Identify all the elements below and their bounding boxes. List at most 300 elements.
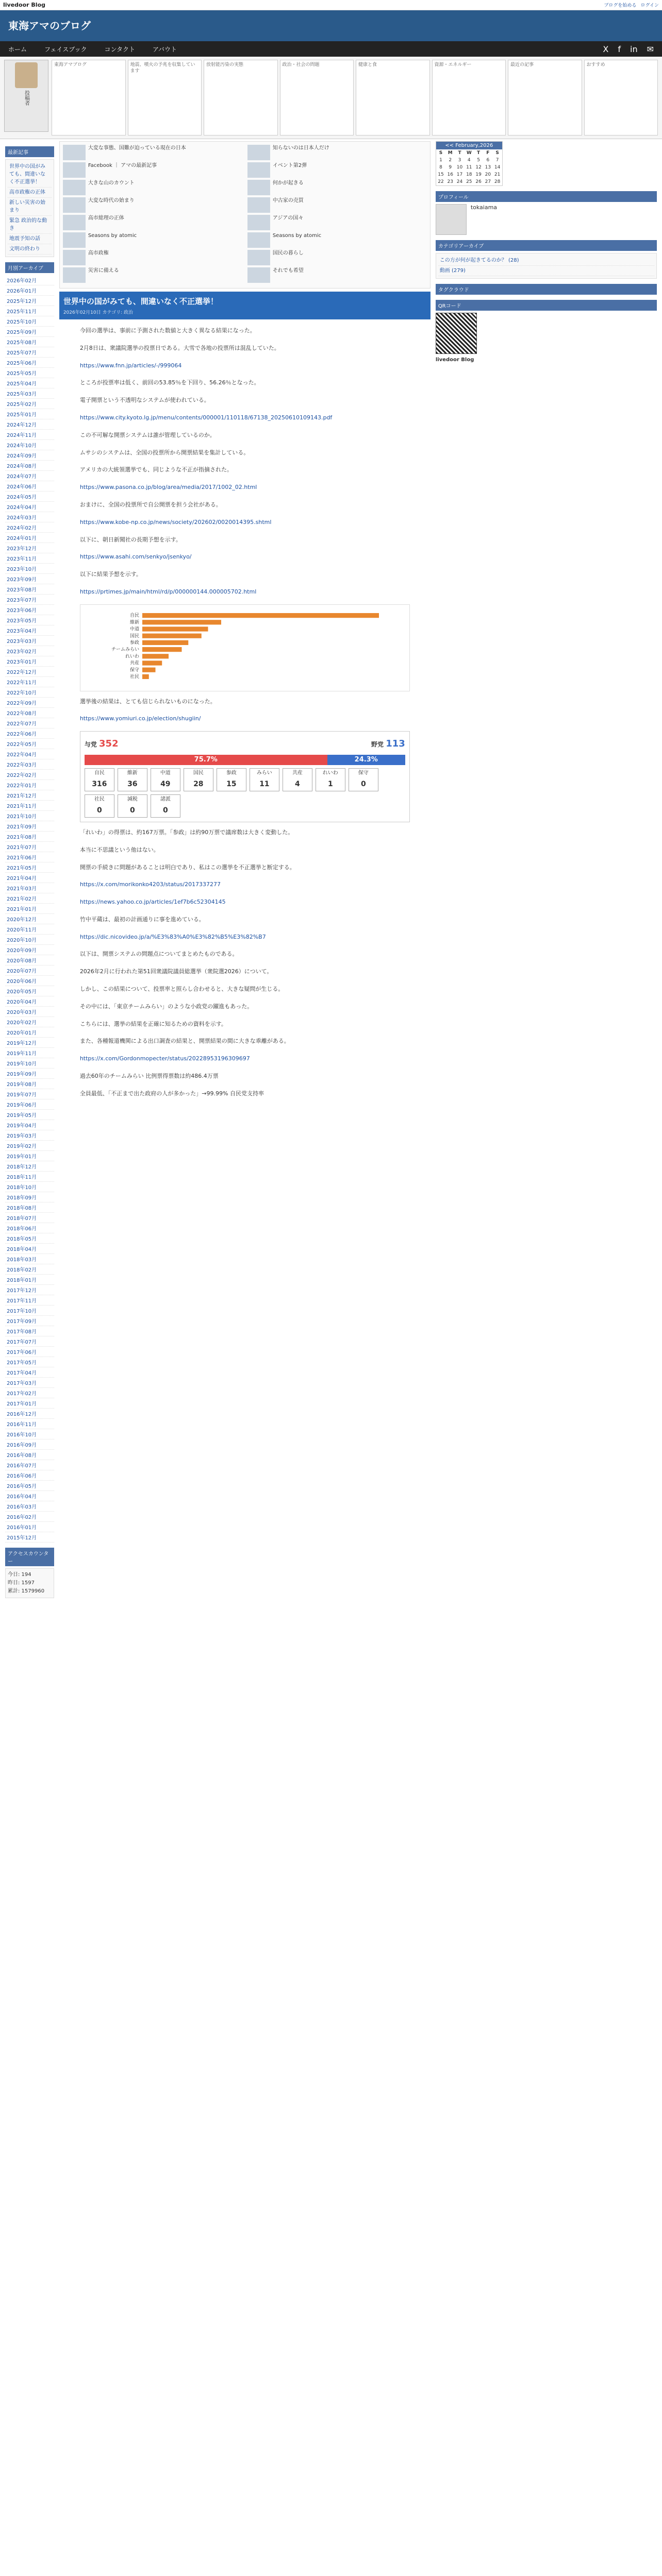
- category-item[interactable]: この方が何が起きてるのか？ (28): [438, 256, 654, 266]
- calendar-day[interactable]: 21: [494, 172, 501, 177]
- post-link[interactable]: https://www.kobe-np.co.jp/news/society/202602/0020014395.shtml: [79, 518, 272, 526]
- mail-icon[interactable]: ✉: [647, 44, 654, 54]
- party-result: [118, 794, 147, 818]
- calendar-day[interactable]: 23: [447, 179, 453, 184]
- archive-item[interactable]: 2023年04月: [5, 625, 54, 636]
- party-name: 保守: [358, 770, 369, 776]
- calendar-day[interactable]: 28: [494, 179, 501, 184]
- x-icon[interactable]: X: [603, 44, 609, 54]
- result-box: [80, 731, 410, 822]
- related-item[interactable]: [63, 180, 242, 195]
- post-paragraph: 「れいわ」の得票は、約167万票。「参政」は約90万票で議席数は大きく変動した。: [79, 828, 294, 836]
- recent-item[interactable]: 新しい災害の始まり: [8, 198, 52, 216]
- related-title: 災害に備える: [88, 268, 119, 274]
- archive-item[interactable]: 2018年07月: [5, 1213, 54, 1223]
- archive-item[interactable]: 2025年04月: [5, 378, 54, 388]
- calendar-day[interactable]: 17: [456, 172, 463, 177]
- archive-item[interactable]: 2016年08月: [5, 1450, 54, 1460]
- post-link[interactable]: https://www.yomiuri.co.jp/election/shugiin/: [79, 715, 201, 722]
- chart-bar: [142, 613, 379, 618]
- related-item[interactable]: [247, 215, 427, 230]
- banner-box[interactable]: 健康と食: [356, 60, 430, 135]
- related-item[interactable]: [63, 197, 242, 213]
- calendar-weekday: W: [466, 150, 472, 156]
- archive-item[interactable]: 2017年07月: [5, 1336, 54, 1347]
- archive-item[interactable]: 2025年12月: [5, 296, 54, 306]
- archive-item[interactable]: 2018年09月: [5, 1192, 54, 1202]
- right-sidebar: [436, 141, 657, 1598]
- archive-item[interactable]: 2022年12月: [5, 667, 54, 677]
- archive-item[interactable]: 2024年01月: [5, 533, 54, 543]
- related-thumbnail: [247, 250, 270, 265]
- category-item[interactable]: 動画 (279): [438, 266, 654, 276]
- related-item[interactable]: [63, 162, 242, 178]
- calendar-day[interactable]: 9: [449, 165, 452, 170]
- post-link[interactable]: https://www.asahi.com/senkyo/jsenkyo/: [79, 553, 192, 561]
- archive-item[interactable]: 2023年01月: [5, 656, 54, 667]
- archive-item[interactable]: 2019年09月: [5, 1069, 54, 1079]
- related-item[interactable]: [63, 145, 242, 160]
- related-item[interactable]: [63, 215, 242, 230]
- archive-item[interactable]: 2022年07月: [5, 718, 54, 728]
- related-item[interactable]: [247, 197, 427, 213]
- archive-item[interactable]: 2020年11月: [5, 924, 54, 935]
- archive-item[interactable]: 2017年08月: [5, 1326, 54, 1336]
- archive-item[interactable]: 2020年09月: [5, 945, 54, 955]
- archive-item[interactable]: 2024年06月: [5, 481, 54, 492]
- archive-item[interactable]: 2016年02月: [5, 1512, 54, 1522]
- archive-item[interactable]: 2022年02月: [5, 770, 54, 780]
- related-title: 高市政権: [88, 250, 109, 256]
- calendar-day[interactable]: 20: [485, 172, 491, 177]
- related-item[interactable]: [63, 267, 242, 283]
- calendar-day[interactable]: 10: [456, 165, 463, 170]
- recent-heading: 最新記事: [5, 146, 54, 157]
- archive-item[interactable]: 2021年09月: [5, 821, 54, 832]
- nav-contact[interactable]: コンタクト: [104, 45, 135, 53]
- archive-item[interactable]: 2019年07月: [5, 1089, 54, 1099]
- banner: [0, 57, 662, 139]
- party-seats: 28: [193, 779, 204, 788]
- archive-item[interactable]: 2024年12月: [5, 419, 54, 430]
- calendar-day[interactable]: 3: [458, 158, 461, 163]
- post-paragraphs-b: [80, 697, 410, 724]
- archive-item[interactable]: 2020年02月: [5, 1017, 54, 1027]
- archive-item[interactable]: 2023年11月: [5, 553, 54, 564]
- facebook-icon[interactable]: f: [618, 44, 621, 54]
- archive-item[interactable]: 2024年10月: [5, 440, 54, 450]
- archive-item[interactable]: 2018年05月: [5, 1233, 54, 1244]
- nav-home[interactable]: ホーム: [8, 45, 27, 53]
- ruling-label: 与党: [84, 741, 97, 749]
- archive-item[interactable]: 2021年10月: [5, 811, 54, 821]
- archive-item[interactable]: 2020年01月: [5, 1027, 54, 1038]
- result-head: [85, 736, 405, 752]
- nav-about[interactable]: アバウト: [153, 45, 177, 53]
- archive-item[interactable]: 2021年12月: [5, 790, 54, 801]
- post-link[interactable]: https://www.pasona.co.jp/blog/area/media/2017/1002_02.html: [79, 484, 257, 491]
- post-paragraph: おまけに、全国の投票所で自公開票を担う会社がある。: [79, 501, 222, 508]
- archive-item[interactable]: 2020年03月: [5, 1007, 54, 1017]
- archive-item[interactable]: 2019年03月: [5, 1130, 54, 1141]
- archive-item[interactable]: 2017年01月: [5, 1398, 54, 1409]
- archive-item[interactable]: 2019年08月: [5, 1079, 54, 1089]
- archive-item[interactable]: 2025年09月: [5, 327, 54, 337]
- party-result: [217, 768, 246, 791]
- banner-box[interactable]: 最近の記事: [508, 60, 582, 135]
- archive-item[interactable]: 2026年02月: [5, 275, 54, 285]
- archive-item[interactable]: 2020年10月: [5, 935, 54, 945]
- archive-item[interactable]: 2016年06月: [5, 1470, 54, 1481]
- party-name: れいわ: [322, 770, 338, 776]
- calendar-day[interactable]: 11: [466, 165, 472, 170]
- topbar: [0, 0, 662, 10]
- blog-title[interactable]: 東海アマのブログ: [8, 21, 91, 32]
- start-blog-link[interactable]: ブログを始める: [604, 3, 637, 8]
- post-paragraph: また、各種報道機関による出口調査の結果と、開票結果の間に大きな乖離がある。: [79, 1038, 290, 1045]
- archive-item[interactable]: 2019年11月: [5, 1048, 54, 1058]
- archive-item[interactable]: 2017年04月: [5, 1367, 54, 1378]
- related-title: イベント第2弾: [272, 163, 307, 168]
- calendar-weekday: T: [458, 150, 461, 156]
- opposition-label: 野党: [371, 741, 384, 749]
- archive-item[interactable]: 2020年12月: [5, 914, 54, 924]
- post-paragraph: こちらには、選挙の結果を正確に知るための資料を示す。: [79, 1020, 227, 1027]
- archive-item[interactable]: 2019年06月: [5, 1099, 54, 1110]
- recent-item[interactable]: 緊急 政治的な動き: [8, 216, 52, 234]
- calendar-day[interactable]: 18: [466, 172, 472, 177]
- archive-item[interactable]: 2017年10月: [5, 1306, 54, 1316]
- party-result: [85, 794, 114, 818]
- post-link[interactable]: https://x.com/morikonko4203/status/2017337277: [79, 881, 221, 888]
- calendar-day[interactable]: 24: [456, 179, 463, 184]
- archive-item[interactable]: 2017年03月: [5, 1378, 54, 1388]
- related-title: Seasons by atomic: [88, 233, 137, 239]
- banner-box[interactable]: 政治・社会の問題: [280, 60, 354, 135]
- party-result: [85, 768, 114, 791]
- archive-item[interactable]: 2016年12月: [5, 1409, 54, 1419]
- related-title: Facebook ｜ アマの最新記事: [88, 163, 157, 168]
- party-name: みらい: [256, 770, 272, 776]
- related-title: 国民の暮らし: [272, 250, 304, 256]
- archive-item[interactable]: 2025年03月: [5, 388, 54, 399]
- archive-item[interactable]: 2018年08月: [5, 1202, 54, 1213]
- party-seats: 49: [160, 779, 171, 788]
- archive-item[interactable]: 2025年02月: [5, 399, 54, 409]
- archive-item[interactable]: 2018年01月: [5, 1275, 54, 1285]
- party-grid: [85, 768, 405, 818]
- archive-item[interactable]: 2025年07月: [5, 347, 54, 358]
- post-paragraph: 選挙後の結果は、とても信じられないものになった。: [79, 698, 216, 705]
- archive-item[interactable]: 2023年05月: [5, 615, 54, 625]
- related-title: 大きな山のカウント: [88, 180, 135, 186]
- party-seats: 0: [360, 779, 366, 788]
- related-title: それでも希望: [272, 268, 304, 274]
- related-item[interactable]: [247, 267, 427, 283]
- archive-item[interactable]: 2024年05月: [5, 492, 54, 502]
- calendar-day[interactable]: 2: [449, 158, 452, 163]
- archive-item[interactable]: 2021年06月: [5, 852, 54, 862]
- post-link[interactable]: https://dic.nicovideo.jp/a/%E3%83%A0%E3%82%B5%E3%82%B7: [79, 933, 266, 940]
- archive-item[interactable]: 2018年04月: [5, 1244, 54, 1254]
- left-sidebar: [5, 141, 54, 1598]
- archive-item[interactable]: 2025年11月: [5, 306, 54, 316]
- archive-item[interactable]: 2022年06月: [5, 728, 54, 739]
- banner-box[interactable]: おすすめ: [584, 60, 658, 135]
- archive-item[interactable]: 2020年04月: [5, 996, 54, 1007]
- related-item[interactable]: [247, 145, 427, 160]
- calendar-day[interactable]: 5: [477, 158, 480, 163]
- recent-item[interactable]: 高市政権の正体: [8, 188, 52, 198]
- calendar-day[interactable]: 25: [466, 179, 472, 184]
- related-title: アジアの国々: [272, 215, 304, 221]
- related-item[interactable]: [247, 232, 427, 248]
- tag-heading: タグクラウド: [436, 284, 657, 295]
- post-paragraph: しかし、この結果について、投票率と照らし合わせると、大きな疑問が生じる。: [79, 986, 284, 993]
- party-seats: 36: [127, 779, 138, 788]
- post-paragraph: ムサシのシステムは、全国の投票所から開票結果を集計している。: [79, 449, 250, 456]
- archive-item[interactable]: 2018年03月: [5, 1254, 54, 1264]
- archive-item[interactable]: 2018年06月: [5, 1223, 54, 1233]
- archive-item[interactable]: 2023年10月: [5, 564, 54, 574]
- archive-item[interactable]: 2023年12月: [5, 543, 54, 553]
- recent-item[interactable]: 文明の終わり: [8, 244, 52, 255]
- archive-item[interactable]: 2017年09月: [5, 1316, 54, 1326]
- archive-item[interactable]: 2022年03月: [5, 759, 54, 770]
- archive-item[interactable]: 2018年11月: [5, 1172, 54, 1182]
- archive-item[interactable]: 2019年12月: [5, 1038, 54, 1048]
- archive-item[interactable]: 2025年05月: [5, 368, 54, 378]
- archive-list: [5, 275, 54, 1543]
- archive-item[interactable]: 2017年06月: [5, 1347, 54, 1357]
- login-link[interactable]: ログイン: [640, 3, 659, 8]
- archive-item[interactable]: 2019年05月: [5, 1110, 54, 1120]
- archive-item[interactable]: 2025年01月: [5, 409, 54, 419]
- chart-bar: [142, 667, 156, 672]
- post-paragraph: 電子開票という不透明なシステムが使われている。: [79, 397, 210, 404]
- chart-category-label: 中道: [129, 626, 139, 632]
- archive-item[interactable]: 2017年05月: [5, 1357, 54, 1367]
- archive-item[interactable]: 2021年02月: [5, 893, 54, 904]
- related-item[interactable]: [63, 232, 242, 248]
- archive-item[interactable]: 2016年10月: [5, 1429, 54, 1439]
- profile-image[interactable]: [436, 204, 467, 235]
- archive-item[interactable]: 2019年02月: [5, 1141, 54, 1151]
- post-body: [59, 319, 431, 1112]
- counter-heading: アクセスカウンター: [5, 1548, 54, 1566]
- chart-bar: [142, 633, 202, 638]
- archive-item[interactable]: 2024年02月: [5, 522, 54, 533]
- archive-item[interactable]: 2023年02月: [5, 646, 54, 656]
- archive-item[interactable]: 2019年04月: [5, 1120, 54, 1130]
- calendar-day[interactable]: 19: [475, 172, 482, 177]
- related-item[interactable]: [247, 250, 427, 265]
- archive-item[interactable]: 2020年05月: [5, 986, 54, 996]
- linkedin-icon[interactable]: in: [630, 44, 638, 54]
- archive-item[interactable]: 2016年05月: [5, 1481, 54, 1491]
- chart-bar: [142, 674, 149, 679]
- related-thumbnail: [63, 145, 86, 160]
- calendar-weekday: S: [495, 150, 499, 156]
- post-paragraphs-a: [80, 326, 410, 597]
- post-paragraph: 竹中平蔵は、最初の計画通りに事を進めている。: [79, 916, 205, 923]
- archive-item[interactable]: 2021年07月: [5, 842, 54, 852]
- archive-item[interactable]: 2023年06月: [5, 605, 54, 615]
- archive-item[interactable]: 2017年11月: [5, 1295, 54, 1306]
- calendar-day[interactable]: 22: [438, 179, 444, 184]
- related-item[interactable]: [247, 180, 427, 195]
- footer-logo[interactable]: livedoor Blog: [435, 357, 474, 363]
- archive-item[interactable]: 2026年01月: [5, 285, 54, 296]
- archive-item[interactable]: 2016年04月: [5, 1491, 54, 1501]
- post-paragraph: 本当に不思議という他はない。: [79, 846, 159, 853]
- banner-box[interactable]: 放射能汚染の実態: [204, 60, 278, 135]
- archive-item[interactable]: 2025年08月: [5, 337, 54, 347]
- party-seats: 0: [129, 806, 135, 815]
- archive-item[interactable]: 2020年08月: [5, 955, 54, 965]
- chart-bar: [142, 660, 162, 665]
- archive-item[interactable]: 2016年11月: [5, 1419, 54, 1429]
- party-seats: 15: [226, 779, 237, 788]
- archive-item[interactable]: 2018年12月: [5, 1161, 54, 1172]
- post-paragraph: 以下に結果予想を示す。: [79, 571, 142, 578]
- party-seats: 11: [259, 779, 270, 788]
- related-item[interactable]: [63, 250, 242, 265]
- profile-name[interactable]: tokaiama: [470, 204, 498, 211]
- recent-item[interactable]: 世界中の国がみても、間違いなく不正選挙！: [8, 162, 52, 188]
- calendar-header[interactable]: << February,2026: [436, 142, 502, 149]
- banner-box[interactable]: 地震、噴火の予兆を収集しています: [128, 60, 202, 135]
- party-name: 維新: [127, 770, 138, 776]
- calendar-day[interactable]: 6: [486, 158, 490, 163]
- main-content: [59, 141, 431, 1598]
- archive-item[interactable]: 2024年09月: [5, 450, 54, 461]
- opposition-seats: 113: [386, 738, 405, 750]
- archive-item[interactable]: 2024年03月: [5, 512, 54, 522]
- archive-item[interactable]: 2016年09月: [5, 1439, 54, 1450]
- archive-item[interactable]: 2024年11月: [5, 430, 54, 440]
- post-link[interactable]: https://www.fnn.jp/articles/-/999064: [79, 362, 182, 369]
- archive-item[interactable]: 2025年06月: [5, 358, 54, 368]
- archive-item[interactable]: 2025年10月: [5, 316, 54, 327]
- archive-item[interactable]: 2024年08月: [5, 461, 54, 471]
- party-result: [316, 768, 345, 791]
- archive-item[interactable]: 2021年04月: [5, 873, 54, 883]
- archive-item[interactable]: 2024年04月: [5, 502, 54, 512]
- chart-category-label: 保守: [129, 667, 139, 673]
- livedoor-logo[interactable]: livedoor Blog: [3, 2, 46, 8]
- post-link[interactable]: https://www.city.kyoto.lg.jp/menu/contents/000001/110118/67138_20250610109143.pdf: [79, 414, 333, 421]
- post-paragraph: 以下に、朝日新聞社の長期予想を示す。: [79, 536, 181, 543]
- calendar-day[interactable]: 12: [475, 165, 482, 170]
- archive-item[interactable]: 2023年07月: [5, 595, 54, 605]
- archive-item[interactable]: 2023年03月: [5, 636, 54, 646]
- calendar-day[interactable]: 13: [485, 165, 491, 170]
- calendar-day[interactable]: 16: [447, 172, 453, 177]
- ruling-share: 75.7%: [85, 755, 327, 765]
- calendar-day[interactable]: 26: [475, 179, 482, 184]
- calendar-day[interactable]: 27: [485, 179, 491, 184]
- archive-item[interactable]: 2019年10月: [5, 1058, 54, 1069]
- related-item[interactable]: [247, 162, 427, 178]
- archive-item[interactable]: 2022年10月: [5, 687, 54, 698]
- archive-item[interactable]: 2017年02月: [5, 1388, 54, 1398]
- archive-item[interactable]: 2021年03月: [5, 883, 54, 893]
- archive-item[interactable]: 2022年01月: [5, 780, 54, 790]
- party-name: 参政: [226, 770, 237, 776]
- post-link[interactable]: https://prtimes.jp/main/html/rd/p/000000144.000005702.html: [79, 588, 257, 595]
- archive-item[interactable]: 2018年02月: [5, 1264, 54, 1275]
- banner-boxes: [52, 60, 658, 135]
- archive-item[interactable]: 2017年12月: [5, 1285, 54, 1295]
- calendar-day[interactable]: 1: [439, 158, 442, 163]
- archive-item[interactable]: 2016年03月: [5, 1501, 54, 1512]
- calendar-day[interactable]: 7: [495, 158, 499, 163]
- chart-category-label: 自民: [129, 613, 139, 618]
- archive-item[interactable]: 2021年01月: [5, 904, 54, 914]
- archive-item[interactable]: 2022年11月: [5, 677, 54, 687]
- archive-item[interactable]: 2021年05月: [5, 862, 54, 873]
- party-seats: 0: [96, 806, 102, 815]
- related-thumbnail: [63, 215, 86, 230]
- author-label: 投稿者: [23, 90, 29, 106]
- related-title: 大変な事態、国難が迫っている現在の日本: [88, 145, 186, 151]
- banner-box[interactable]: 資源・エネルギー: [432, 60, 506, 135]
- post-paragraph: ところが投票率は低く、前回の53.85％を下回り、56.26％となった。: [79, 379, 260, 386]
- archive-item[interactable]: 2018年10月: [5, 1182, 54, 1192]
- archive-item[interactable]: 2022年09月: [5, 698, 54, 708]
- recent-item[interactable]: 地震予知の話: [8, 234, 52, 244]
- calendar-weekday: S: [439, 150, 443, 156]
- post-paragraph: 2月8日は、衆議院選挙の投票日である。大雪で各地の投票所は混乱していた。: [79, 344, 280, 351]
- archive-item[interactable]: 2023年09月: [5, 574, 54, 584]
- avatar: [15, 62, 38, 88]
- related-thumbnail: [247, 180, 270, 195]
- party-seats: 4: [294, 779, 300, 788]
- calendar-day[interactable]: 8: [439, 165, 442, 170]
- archive-heading: 月別アーカイブ: [5, 262, 54, 273]
- chart-bar: [142, 620, 221, 624]
- party-seats: 1: [327, 779, 333, 788]
- nav-facebook[interactable]: フェイスブック: [44, 45, 87, 53]
- archive-item[interactable]: 2021年08月: [5, 832, 54, 842]
- party-name: 社民: [94, 796, 105, 802]
- archive-item[interactable]: 2015年12月: [5, 1532, 54, 1543]
- archive-item[interactable]: 2019年01月: [5, 1151, 54, 1161]
- archive-item[interactable]: 2022年04月: [5, 749, 54, 759]
- post-link[interactable]: https://x.com/Gordonmopecter/status/20228953196309697: [79, 1055, 250, 1062]
- archive-item[interactable]: 2016年01月: [5, 1522, 54, 1532]
- archive-item[interactable]: 2020年07月: [5, 965, 54, 976]
- archive-item[interactable]: 2022年08月: [5, 708, 54, 718]
- related-thumbnail: [247, 162, 270, 178]
- archive-item[interactable]: 2024年07月: [5, 471, 54, 481]
- calendar-day[interactable]: 15: [438, 172, 444, 177]
- qr-code: [436, 313, 477, 354]
- banner-box[interactable]: 東海アマブログ: [52, 60, 126, 135]
- archive-item[interactable]: 2023年08月: [5, 584, 54, 595]
- archive-item[interactable]: 2020年06月: [5, 976, 54, 986]
- calendar-day[interactable]: 14: [494, 165, 501, 170]
- archive-item[interactable]: 2022年05月: [5, 739, 54, 749]
- related-thumbnail: [247, 267, 270, 283]
- archive-item[interactable]: 2016年07月: [5, 1460, 54, 1470]
- chart-category-label: 維新: [129, 620, 139, 625]
- post-title[interactable]: 世界中の国がみても、間違いなく不正選挙！: [63, 297, 218, 306]
- calendar-day[interactable]: 4: [467, 158, 471, 163]
- archive-item[interactable]: 2021年11月: [5, 801, 54, 811]
- post-link[interactable]: https://news.yahoo.co.jp/articles/1ef7b6c52304145: [79, 899, 226, 906]
